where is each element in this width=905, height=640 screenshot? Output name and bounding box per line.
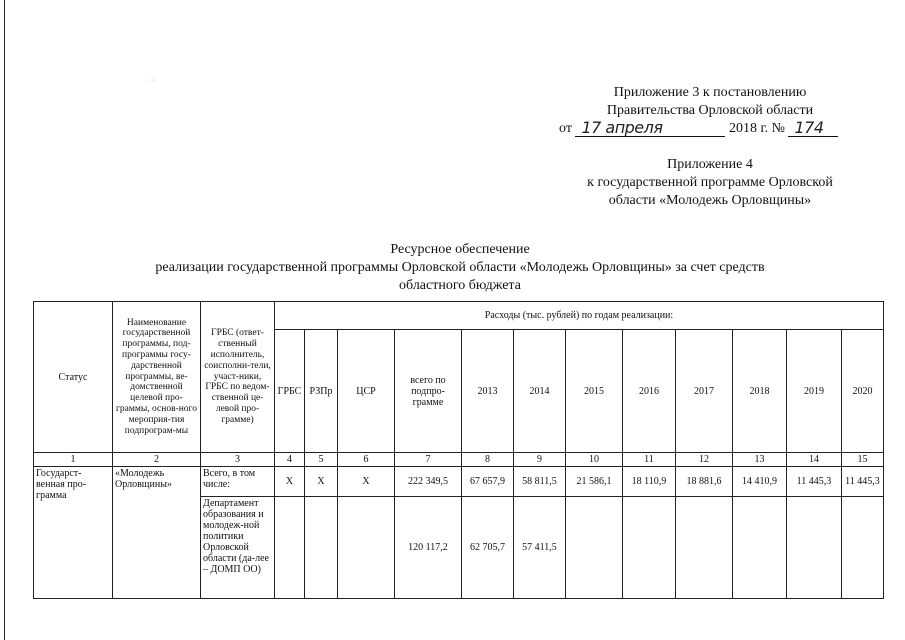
row-2017 <box>676 497 733 599</box>
resource-table <box>33 301 884 599</box>
row-grbs-exec: Всего, в том числе: <box>201 467 275 497</box>
row-2013: 62 705,7 <box>462 497 514 599</box>
row-2013: 67 657,9 <box>462 467 514 497</box>
row-rzpr <box>305 497 338 599</box>
title-line-2: реализации государственной программы Орловской области «Молодежь Орловщины» за счет средств <box>155 260 765 275</box>
title-line-1: Ресурсное обеспечение <box>390 242 530 257</box>
row-csr: X <box>338 467 395 497</box>
col-num: 2 <box>113 453 201 467</box>
row-program-name: «Молодежь Орловщины» <box>113 467 201 599</box>
header-status: Статус <box>34 302 113 453</box>
col-num: 12 <box>676 453 733 467</box>
row-rzpr: X <box>305 467 338 497</box>
col-num: 1 <box>34 453 113 467</box>
header-grbs-exec: ГРБС (ответ-ственный исполнитель, соисполни-тели, участ-ники, ГРБС по ведом-ственной це-левой про-грамме) <box>201 302 275 453</box>
col-num: 9 <box>514 453 566 467</box>
col-num: 8 <box>462 453 514 467</box>
row-status: Государст-венная про-грамма <box>34 467 113 599</box>
order-number-blank <box>788 120 838 137</box>
row-2020: 11 445,3 <box>842 467 884 497</box>
header-2015: 2015 <box>566 330 623 453</box>
row-total: 120 117,2 <box>395 497 462 599</box>
order-number-handwritten: 174 <box>794 118 824 137</box>
table-row <box>34 467 884 497</box>
header-2016: 2016 <box>623 330 676 453</box>
col-num: 5 <box>305 453 338 467</box>
appendix-line-3: области «Молодежь Орловщины» <box>608 193 812 208</box>
order-line <box>559 120 859 137</box>
order-date-handwritten: 17 апреля <box>581 118 663 137</box>
appendix-header <box>520 156 900 210</box>
col-num: 7 <box>395 453 462 467</box>
order-date-blank <box>575 120 725 137</box>
page-left-edge <box>4 0 5 640</box>
document-title <box>60 241 860 295</box>
col-num: 6 <box>338 453 395 467</box>
row-2016 <box>623 497 676 599</box>
row-grbs <box>275 497 305 599</box>
col-num: 4 <box>275 453 305 467</box>
row-total: 222 349,5 <box>395 467 462 497</box>
col-num: 10 <box>566 453 623 467</box>
row-2020 <box>842 497 884 599</box>
header-2020: 2020 <box>842 330 884 453</box>
row-2019 <box>787 497 842 599</box>
col-num: 11 <box>623 453 676 467</box>
order-prefix: от <box>559 121 572 136</box>
col-num: 13 <box>733 453 787 467</box>
appendix-line-1: Приложение 4 <box>667 157 753 172</box>
row-grbs: X <box>275 467 305 497</box>
row-grbs-exec: Департамент образования и молодеж-ной политики Орловской области (да-лее – ДОМП ОО) <box>201 497 275 599</box>
row-2019: 11 445,3 <box>787 467 842 497</box>
row-2015: 21 586,1 <box>566 467 623 497</box>
order-year: 2018 г. № <box>728 121 785 136</box>
header-name: Наименование государственной программы, под-программы госу-дарственной программы, ве-домственной целевой про-граммы, основ-ного мероприя-тия подпрограм-мы <box>113 302 201 453</box>
col-num: 14 <box>787 453 842 467</box>
scan-artifact: ⁘ <box>150 76 157 85</box>
header-2019: 2019 <box>787 330 842 453</box>
col-num: 15 <box>842 453 884 467</box>
header-csr: ЦСР <box>338 330 395 453</box>
header-line-2: Правительства Орловской области <box>606 103 814 118</box>
header-grbs: ГРБС <box>275 330 305 453</box>
row-2018: 14 410,9 <box>733 467 787 497</box>
header-2018: 2018 <box>733 330 787 453</box>
resolution-header <box>520 84 900 120</box>
column-number-row <box>34 453 884 467</box>
header-expenses: Расходы (тыс. рублей) по годам реализации: <box>275 302 884 330</box>
header-2017: 2017 <box>676 330 733 453</box>
header-total: всего по подпро-грамме <box>395 330 462 453</box>
row-csr <box>338 497 395 599</box>
col-num: 3 <box>201 453 275 467</box>
row-2018 <box>733 497 787 599</box>
header-line-1: Приложение 3 к постановлению <box>613 85 807 100</box>
row-2015 <box>566 497 623 599</box>
appendix-line-2: к государственной программе Орловской <box>587 175 833 190</box>
row-2017: 18 881,6 <box>676 467 733 497</box>
header-rzpr: РЗПр <box>305 330 338 453</box>
row-2016: 18 110,9 <box>623 467 676 497</box>
row-2014: 57 411,5 <box>514 497 566 599</box>
header-2014: 2014 <box>514 330 566 453</box>
title-line-3: областного бюджета <box>399 278 521 293</box>
row-2014: 58 811,5 <box>514 467 566 497</box>
header-2013: 2013 <box>462 330 514 453</box>
